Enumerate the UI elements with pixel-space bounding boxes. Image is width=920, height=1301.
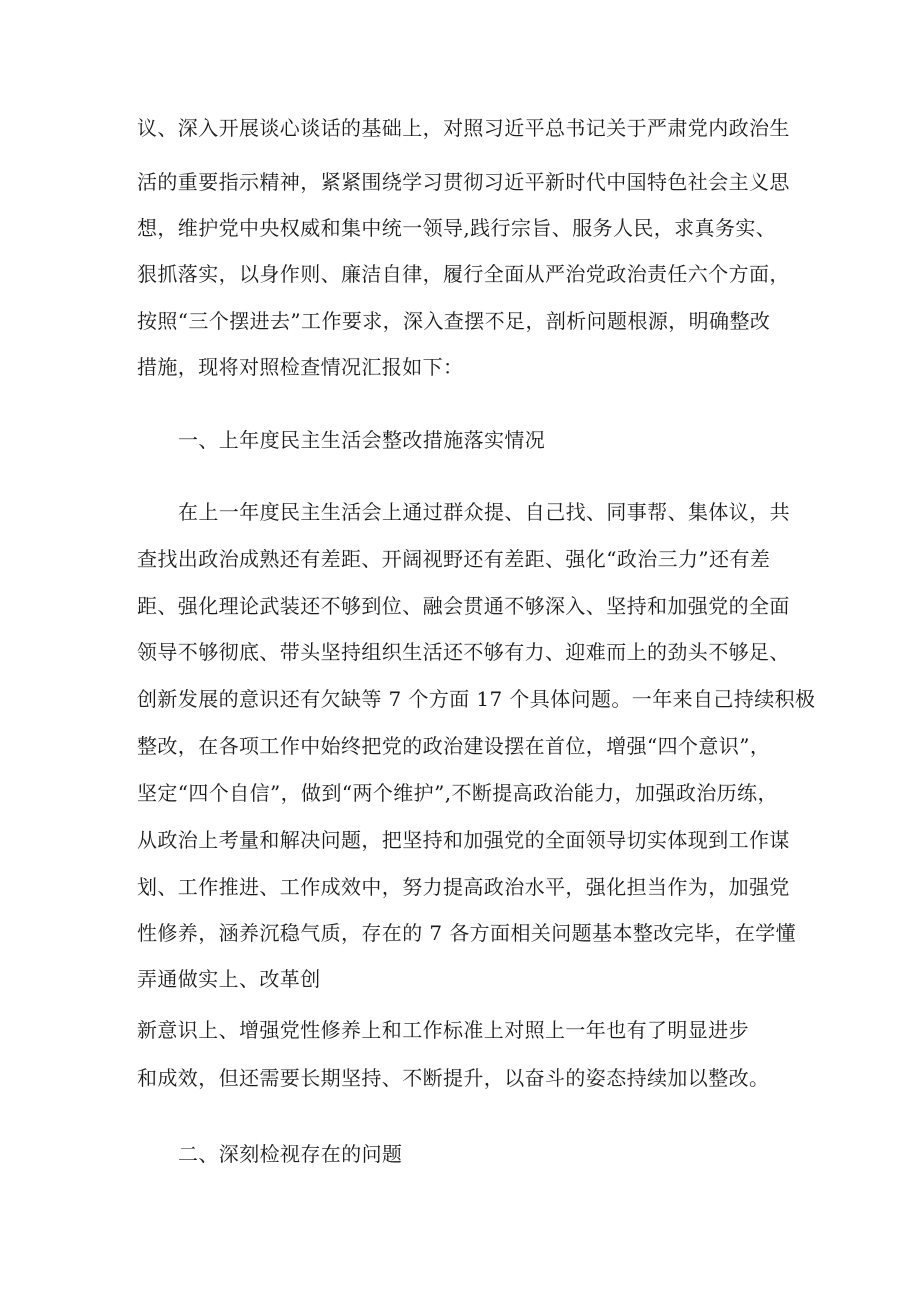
text-line: 领导不够彻底、带头坚持组织生活还不够有力、迎难而上的劲头不够足、 (137, 640, 790, 664)
section-heading-2: 二、深刻检视存在的问题 (178, 1142, 403, 1166)
text-line: 性修养，涵养沉稳气质，存在的 7 各方面相关问题基本整改完毕，在学懂 (137, 921, 797, 945)
text-line: 整改，在各项工作中始终把党的政治建设摆在首位，增强“四个意识”， (137, 734, 771, 758)
text-line: 狠抓落实，以身作则、廉洁自律，履行全面从严治党政治责任六个方面， (137, 262, 790, 286)
text-line: 坚定“四个自信”，做到“两个维护”,不断提高政治能力，加强政治历练， (137, 781, 778, 805)
text-line: 措施，现将对照检查情况汇报如下： (137, 355, 464, 379)
text-line: 和成效，但还需要长期坚持、不断提升，以奋斗的姿态持续加以整改。 (137, 1066, 770, 1090)
text-line: 想，维护党中央权威和集中统一领导,践行宗旨、服务人民，求真务实、 (137, 216, 777, 240)
text-line: 新意识上、增强党性修养上和工作标准上对照上一年也有了明显进步 (137, 1018, 749, 1042)
text-line: 距、强化理论武装还不够到位、融会贯通不够深入、坚持和加强党的全面 (137, 594, 790, 618)
text-line: 创新发展的意识还有欠缺等 7 个方面 17 个具体问题。一年来自己持续积极 (137, 687, 816, 711)
text-line: 查找出政治成熟还有差距、开阔视野还有差距、强化“政治三力”还有差 (137, 547, 771, 571)
text-line: 按照“三个摆进去”工作要求，深入查摆不足，剖析问题根源，明确整改 (137, 309, 771, 333)
text-line: 弄通做实上、改革创 (137, 967, 321, 991)
text-line: 从政治上考量和解决问题，把坚持和加强党的全面领导切实体现到工作谋 (137, 828, 790, 852)
text-line: 在上一年度民主生活会上通过群众提、自己找、同事帮、集体议，共 (178, 500, 790, 524)
text-line: 活的重要指示精神，紧紧围绕学习贯彻习近平新时代中国特色社会主义思 (137, 170, 790, 194)
section-heading-1: 一、上年度民主生活会整改措施落实情况 (178, 428, 546, 452)
text-line: 划、工作推进、工作成效中，努力提高政治水平，强化担当作为，加强党 (137, 875, 790, 899)
text-line: 议、深入开展谈心谈话的基础上，对照习近平总书记关于严肃党内政治生 (137, 116, 790, 140)
